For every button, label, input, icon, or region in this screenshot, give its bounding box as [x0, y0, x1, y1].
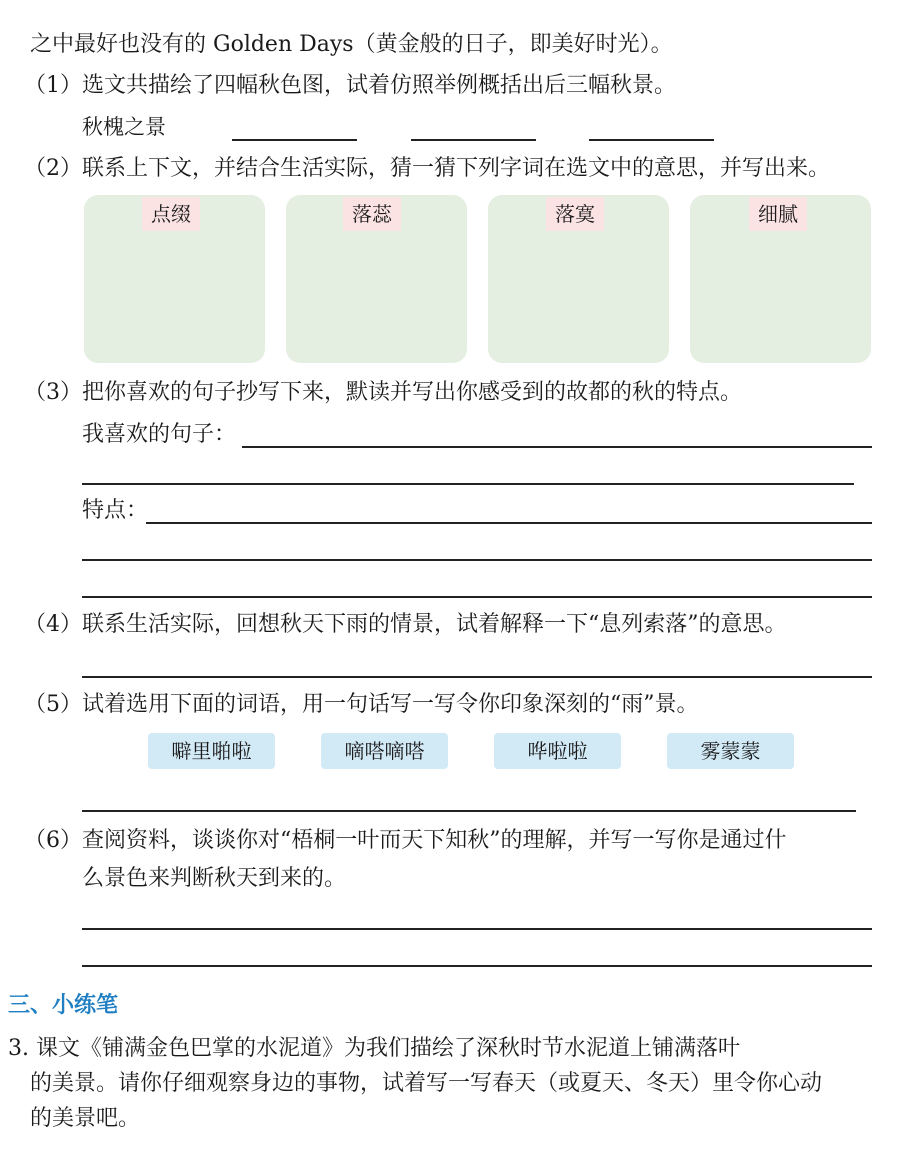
- q3-feature-line-1[interactable]: [146, 522, 872, 524]
- q6-answer-line-1[interactable]: [82, 928, 872, 930]
- section-3-prompt-line-3: 的美景吧。: [30, 1106, 141, 1131]
- question-6-line-2: 么景色来判断秋天到来的。: [82, 866, 347, 891]
- q3-feature-label: 特点：: [82, 498, 149, 523]
- section-3-prompt-line-2: 的美景。请你仔细观察身边的事物，试着写一写春天（或夏天、冬天）里令你心动: [30, 1071, 823, 1096]
- question-5: （5）试着选用下面的词语，用一句话写一写令你印象深刻的“雨”景。: [24, 692, 699, 717]
- question-6-line-1: （6）查阅资料，谈谈你对“梧桐一叶而天下知秋”的理解，并写一写你是通过什: [24, 828, 787, 853]
- q3-feature-line-3[interactable]: [82, 596, 872, 598]
- q3-feature-line-2[interactable]: [82, 559, 872, 561]
- section-3-prompt-line-1: 3. 课文《铺满金色巴掌的水泥道》为我们描绘了深秋时节水泥道上铺满落叶: [8, 1036, 740, 1061]
- q5-word-1: 噼里啪啦: [148, 733, 275, 769]
- q2-word-2: 落蕊: [343, 197, 401, 231]
- q4-answer-line[interactable]: [82, 676, 872, 678]
- q3-sentence-label: 我喜欢的句子：: [82, 422, 237, 447]
- q1-answer-line-2[interactable]: [411, 139, 536, 141]
- q5-word-2: 嘀嗒嘀嗒: [321, 733, 448, 769]
- q2-word-1: 点缀: [142, 197, 200, 231]
- q5-answer-line[interactable]: [82, 810, 856, 812]
- question-4: （4）联系生活实际，回想秋天下雨的情景，试着解释一下“息列索落”的意思。: [24, 612, 787, 637]
- q2-word-4: 细腻: [749, 197, 807, 231]
- q1-answer-line-3[interactable]: [589, 139, 714, 141]
- question-2: （2）联系上下文，并结合生活实际，猜一猜下列字词在选文中的意思，并写出来。: [24, 156, 830, 181]
- q6-answer-line-2[interactable]: [82, 965, 872, 967]
- q1-example: 秋槐之景: [82, 115, 166, 139]
- question-1: （1）选文共描绘了四幅秋色图，试着仿照举例概括出后三幅秋景。: [24, 73, 676, 98]
- intro-line: 之中最好也没有的 Golden Days（黄金般的日子，即美好时光）。: [30, 32, 673, 57]
- q1-answer-line-1[interactable]: [232, 139, 357, 141]
- q2-word-3: 落寞: [546, 197, 604, 231]
- q3-sentence-line-2[interactable]: [82, 483, 854, 485]
- q5-word-4: 雾蒙蒙: [667, 733, 794, 769]
- q3-sentence-line-1[interactable]: [242, 446, 872, 448]
- question-3: （3）把你喜欢的句子抄写下来，默读并写出你感受到的故都的秋的特点。: [24, 380, 742, 405]
- q5-word-3: 哗啦啦: [494, 733, 621, 769]
- section-3-title: 三、小练笔: [8, 993, 119, 1018]
